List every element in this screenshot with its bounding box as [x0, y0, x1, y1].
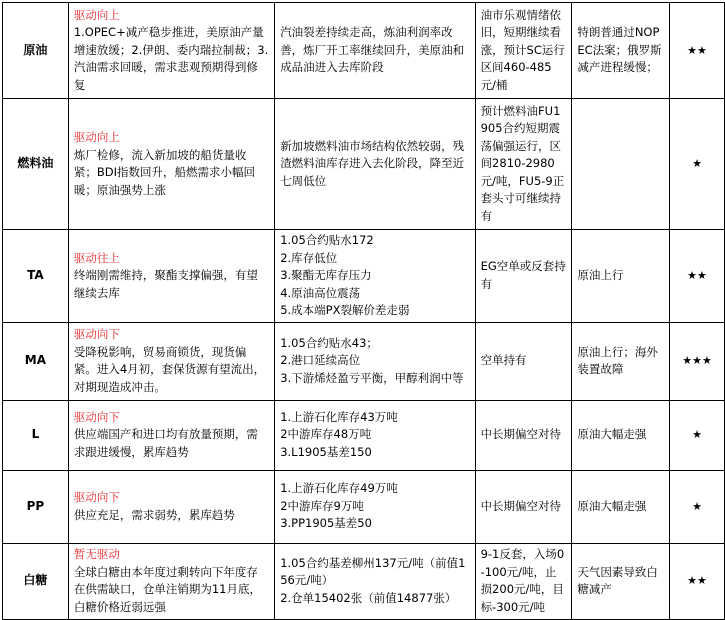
- risk-cell: 原油大幅走强: [572, 470, 670, 543]
- risk-cell: 特朗普通过NOPEC法案；俄罗斯减产进程缓慢；: [572, 3, 670, 99]
- drive-direction: 驱动向上: [73, 7, 120, 22]
- rating-stars: ★: [670, 470, 725, 543]
- fundamentals-line: 3.L1905基差150: [280, 444, 372, 459]
- table-row: [3, 3, 725, 99]
- strategy-cell: 油市乐观情绪依旧，短期继续看涨，预计SC运行区间460-485元/桶: [475, 3, 572, 99]
- commodity-name: MA: [3, 322, 69, 400]
- fundamentals-line: 1.05合约贴水172: [280, 233, 374, 247]
- fundamentals-line: 2.库存低位: [280, 250, 338, 265]
- fundamentals-cell: [275, 470, 475, 543]
- strategy-cell: 空单持有: [475, 322, 572, 400]
- drive-description: 受降税影响，贸易商锁货，现货偏紧。进入4月初，套保货源有望流出，对期现造成冲击。: [73, 344, 266, 394]
- futures-strategy-table: [2, 2, 725, 620]
- strategy-cell: 9-1反套，入场0-100元/吨，止损200元/吨，目标-300元/吨: [475, 543, 572, 619]
- drive-cell: [68, 543, 274, 619]
- fundamentals-line: 1.上游石化库存49万吨: [280, 481, 398, 496]
- rating-stars: ★★: [670, 230, 725, 323]
- strategy-cell: 中长期偏空对待: [475, 400, 572, 470]
- drive-description: 1.OPEC+减产稳步推进，美原油产量增速放缓；2.伊朗、委内瑞拉制裁；3.汽油需求回暖，需求悲观预期得到修复: [73, 25, 269, 92]
- fundamentals-line: 2.仓单15402张（前值14877张）: [280, 590, 457, 605]
- table-row: [3, 230, 725, 323]
- fundamentals-cell: [275, 322, 475, 400]
- drive-description: 全球白糖由本年度过剩转向下年度存在供需缺口，仓单注销期为11月底，白糖价格近弱远强: [73, 564, 261, 614]
- fundamentals-line: 2中游库存9万吨: [280, 498, 364, 513]
- commodity-name: TA: [3, 230, 69, 323]
- fundamentals-line: 5.成本端PX裂解价差走弱: [280, 303, 410, 317]
- drive-direction: 驱动向下: [73, 490, 120, 504]
- table-row: [3, 99, 725, 230]
- strategy-cell: 中长期偏空对待: [475, 470, 572, 543]
- fundamentals-cell: [275, 230, 475, 323]
- fundamentals-line: 1.05合约基差柳州137元/吨（前值156元/吨）: [280, 555, 466, 588]
- drive-description: 终端刚需维持，聚酯支撑偏强，有望继续去库: [73, 268, 258, 300]
- fundamentals-line: 汽油裂差持续走高，炼油利润率改善，炼厂开工率继续回升，美原油和成品油进入去库阶段: [280, 25, 465, 75]
- drive-direction: 驱动向上: [73, 130, 120, 144]
- fundamentals-line: 2中游库存48万吨: [280, 427, 372, 442]
- drive-cell: [68, 400, 274, 470]
- fundamentals-cell: [275, 3, 475, 99]
- fundamentals-line: 3.聚酯无库存压力: [280, 268, 372, 282]
- fundamentals-line: 新加坡燃料油市场结构依然较弱，残渣燃料油库存进入去化阶段，降至近七周低位: [280, 138, 465, 188]
- fundamentals-cell: [275, 400, 475, 470]
- strategy-cell: 预计燃料油FU1905合约短期震荡偏强运行，区间2810-2980元/吨，FU5-9正套头寸可继续持有: [475, 99, 572, 230]
- fundamentals-line: 4.原油高位震荡: [280, 285, 361, 300]
- fundamentals-line: 2.港口延续高位: [280, 353, 361, 368]
- rating-stars: ★★: [670, 3, 725, 99]
- drive-cell: [68, 322, 274, 400]
- risk-cell: 天气因素导致白糖减产: [572, 543, 670, 619]
- fundamentals-line: 3.PP1905基差50: [280, 516, 372, 531]
- drive-description: 炼厂检修，流入新加坡的船货量收紧；BDI指数回升，船燃需求小幅回暖；原油强势上涨: [73, 147, 255, 197]
- drive-direction: 驱动往上: [73, 250, 120, 265]
- fundamentals-line: 1.05合约贴水43；: [280, 335, 378, 350]
- risk-cell: 原油上行: [572, 230, 670, 323]
- rating-stars: ★: [670, 400, 725, 470]
- rating-stars: ★★: [670, 543, 725, 619]
- fundamentals-line: 3.下游烯烃盈亏平衡，甲醇利润中等: [280, 370, 464, 385]
- commodity-name: 原油: [3, 3, 69, 99]
- table-row: [3, 322, 725, 400]
- table-row: [3, 470, 725, 543]
- table-row: [3, 400, 725, 470]
- commodity-name: 白糖: [3, 543, 69, 619]
- table-row: [3, 543, 725, 619]
- rating-stars: ★★★: [670, 322, 725, 400]
- commodity-name: 燃料油: [3, 99, 69, 230]
- drive-description: 供应充足，需求弱势，累库趋势: [73, 507, 235, 522]
- drive-cell: [68, 3, 274, 99]
- risk-cell: 原油上行；海外装置故障: [572, 322, 670, 400]
- fundamentals-cell: [275, 543, 475, 619]
- drive-cell: [68, 99, 274, 230]
- risk-cell: [572, 99, 670, 230]
- drive-direction: 暂无驱动: [73, 547, 120, 561]
- fundamentals-cell: [275, 99, 475, 230]
- drive-cell: [68, 230, 274, 323]
- rating-stars: ★: [670, 99, 725, 230]
- commodity-name: PP: [3, 470, 69, 543]
- drive-description: 供应端国产和进口均有放量预期，需求跟进缓慢，累库趋势: [73, 427, 258, 459]
- drive-direction: 驱动向下: [73, 409, 120, 424]
- commodity-name: L: [3, 400, 69, 470]
- risk-cell: 原油大幅走强: [572, 400, 670, 470]
- fundamentals-line: 1.上游石化库存43万吨: [280, 409, 398, 424]
- drive-cell: [68, 470, 274, 543]
- drive-direction: 驱动向下: [73, 327, 120, 341]
- strategy-cell: EG空单或反套持有: [475, 230, 572, 323]
